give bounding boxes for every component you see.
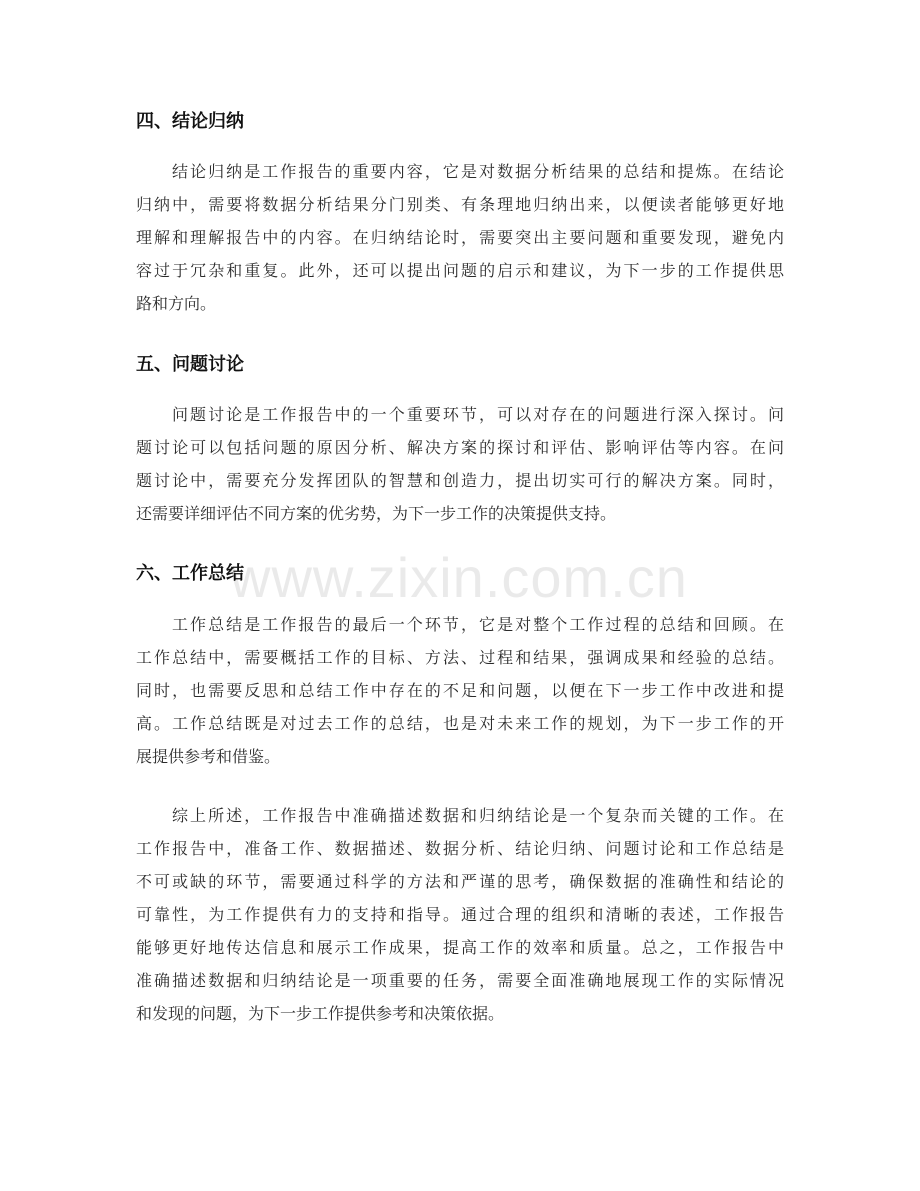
watermark: www.zixin.com.cn	[230, 546, 688, 609]
paragraph-line: 不可或缺的环节，需要通过科学的方法和严谨的思考，确保数据的准确性和结论的	[136, 872, 784, 891]
paragraph-line: 归纳中，需要将数据分析结果分门别类、有条理地归纳出来，以便读者能够更好地	[136, 195, 784, 214]
paragraph-line: 还需要详细评估不同方案的优劣势，为下一步工作的决策提供支持。	[136, 504, 617, 523]
paragraph-line: 高。工作总结既是对过去工作的总结，也是对未来工作的规划，为下一步工作的开	[136, 714, 784, 733]
paragraph-line: 准确描述数据和归纳结论是一项重要的任务，需要全面准确地展现工作的实际情况	[136, 971, 784, 990]
paragraph-line: 综上所述，工作报告中准确描述数据和归纳结论是一个复杂而关键的工作。在	[172, 806, 784, 825]
paragraph-line: 路和方向。	[136, 294, 217, 313]
paragraph-line: 和发现的问题，为下一步工作提供参考和决策依据。	[136, 1004, 505, 1023]
paragraph-line: 结论归纳是工作报告的重要内容，它是对数据分析结果的总结和提炼。在结论	[172, 162, 784, 181]
paragraph-line: 理解和理解报告中的内容。在归纳结论时，需要突出主要问题和重要发现，避免内	[136, 228, 784, 247]
section-heading-conclusion-summary: 四、结论归纳	[136, 111, 244, 132]
paragraph-line: 工作总结是工作报告的最后一个环节，它是对整个工作过程的总结和回顾。在	[172, 615, 784, 634]
concluding-paragraph	[136, 799, 784, 1030]
paragraph-line: 问题讨论是工作报告中的一个重要环节，可以对存在的问题进行深入探讨。问	[172, 405, 784, 424]
paragraph-line: 同时，也需要反思和总结工作中存在的不足和问题，以便在下一步工作中改进和提	[136, 681, 784, 700]
section-heading-work-summary: 六、工作总结	[136, 563, 244, 584]
section-paragraph-work-summary	[136, 608, 784, 773]
paragraph-line: 题讨论中，需要充分发挥团队的智慧和创造力，提出切实可行的解决方案。同时，	[136, 471, 784, 490]
paragraph-line: 工作报告中，准备工作、数据描述、数据分析、结论归纳、问题讨论和工作总结是	[136, 839, 784, 858]
paragraph-line: 容过于冗杂和重复。此外，还可以提出问题的启示和建议，为下一步的工作提供思	[136, 261, 784, 280]
paragraph-line: 可靠性，为工作提供有力的支持和指导。通过合理的组织和清晰的表述，工作报告	[136, 905, 784, 924]
paragraph-line: 题讨论可以包括问题的原因分析、解决方案的探讨和评估、影响评估等内容。在问	[136, 438, 784, 457]
section-paragraph-conclusion-summary	[136, 155, 784, 320]
paragraph-line: 工作总结中，需要概括工作的目标、方法、过程和结果，强调成果和经验的总结。	[136, 648, 784, 667]
paragraph-line: 能够更好地传达信息和展示工作成果，提高工作的效率和质量。总之，工作报告中	[136, 938, 784, 957]
paragraph-line: 展提供参考和借鉴。	[136, 747, 281, 766]
section-heading-issue-discussion: 五、问题讨论	[136, 354, 244, 375]
section-paragraph-issue-discussion	[136, 398, 784, 530]
